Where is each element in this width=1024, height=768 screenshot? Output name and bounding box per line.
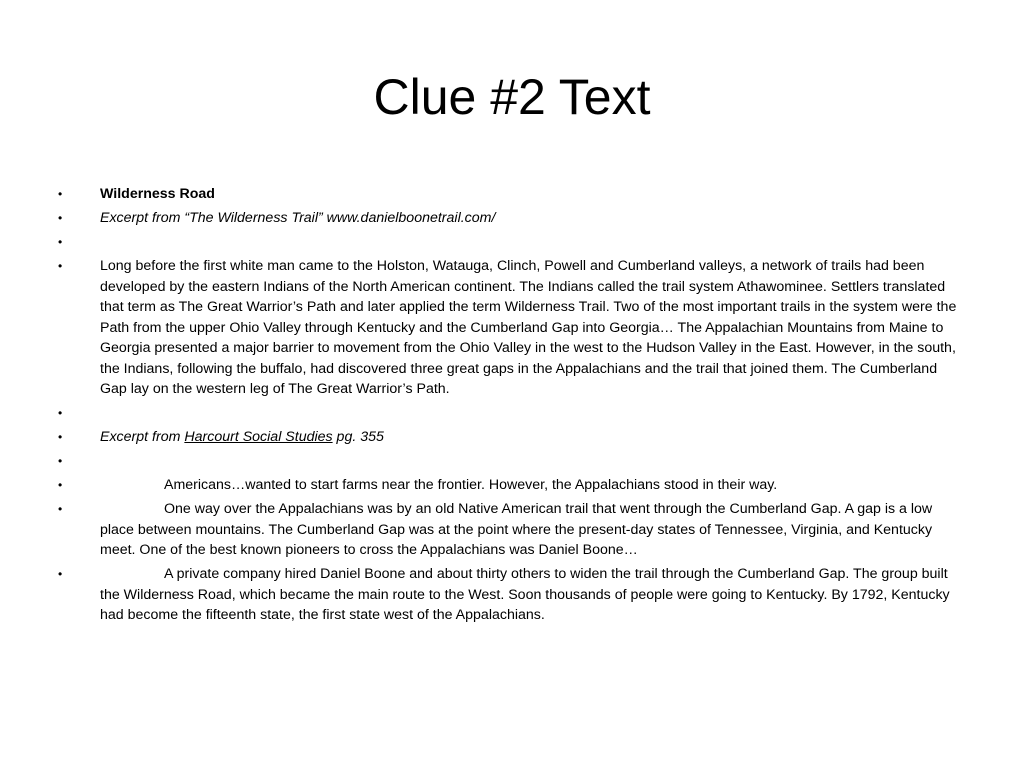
source-citation-2-suffix: pg. 355	[332, 429, 384, 445]
bullet-icon: •	[58, 478, 63, 492]
bullet-icon: •	[58, 567, 63, 581]
source-citation-2-prefix: Excerpt from	[100, 429, 185, 445]
bullet-source-2	[0, 427, 1024, 448]
bullet-empty-3	[0, 451, 1024, 472]
paragraph-text-3: A private company hired Daniel Boone and about thirty others to widen the trail through the Cumberland Gap. The group built the Wilderness Road, which became the main route to the West. Soon thousands of people were going to Kentucky. By 1792, Kentucky had become the fifteenth state, the first state west of the Appalachians.	[100, 566, 950, 623]
bullet-paragraph-3	[0, 564, 1024, 626]
bullet-heading	[0, 184, 1024, 205]
bullet-icon: •	[58, 430, 63, 444]
bullet-empty-1	[0, 232, 1024, 253]
bullet-paragraph-2	[0, 499, 1024, 561]
bullet-icon: •	[58, 187, 63, 201]
bullet-icon: •	[58, 235, 63, 249]
bullet-list	[0, 184, 1024, 629]
slide-title: Clue #2 Text	[373, 69, 651, 125]
source-citation-1: Excerpt from “The Wilderness Trail” www.danielboonetrail.com/	[100, 210, 496, 226]
source-citation-2-book: Harcourt Social Studies	[184, 429, 333, 445]
bullet-icon: •	[58, 211, 63, 225]
bullet-icon: •	[58, 502, 63, 516]
bullet-icon: •	[58, 454, 63, 468]
passage-text-1: Long before the first white man came to the Holston, Watauga, Clinch, Powell and Cumberland valleys, a network of trails had been developed by the eastern Indians of the North American continent. The Indians called the trail system Athawominee. Settlers translated that term as The Great Warrior’s Path and later applied the term Wilderness Trail. Two of the most important trails in the system were the Path from the upper Ohio Valley through Kentucky and the Cumberland Gap into Georgia… The Appalachian Mountains from Maine to Georgia presented a major barrier to movement from the Ohio Valley in the west to the Hudson Valley in the East. However, in the south, the Indians, following the buffalo, had discovered three great gaps in the Appalachians and the trail that joined them. The Cumberland Gap lay on the western leg of The Great Warrior’s Path.	[100, 258, 957, 397]
paragraph-text-2: One way over the Appalachians was by an old Native American trail that went through the Cumberland Gap. A gap is a low place between mountains. The Cumberland Gap was at the point where the present-day states of Tennessee, Virginia, and Kentucky meet. One of the best known pioneers to cross the Appalachians was Daniel Boone…	[100, 501, 933, 558]
paragraph-text-1: Americans…wanted to start farms near the frontier. However, the Appalachians stood in their way.	[164, 477, 778, 493]
bullet-paragraph-1	[0, 475, 1024, 496]
bullet-source-1	[0, 208, 1024, 229]
bullet-empty-2	[0, 403, 1024, 424]
section-heading: Wilderness Road	[100, 186, 215, 202]
bullet-icon: •	[58, 259, 63, 273]
bullet-icon: •	[58, 406, 63, 420]
bullet-passage-1	[0, 256, 1024, 400]
